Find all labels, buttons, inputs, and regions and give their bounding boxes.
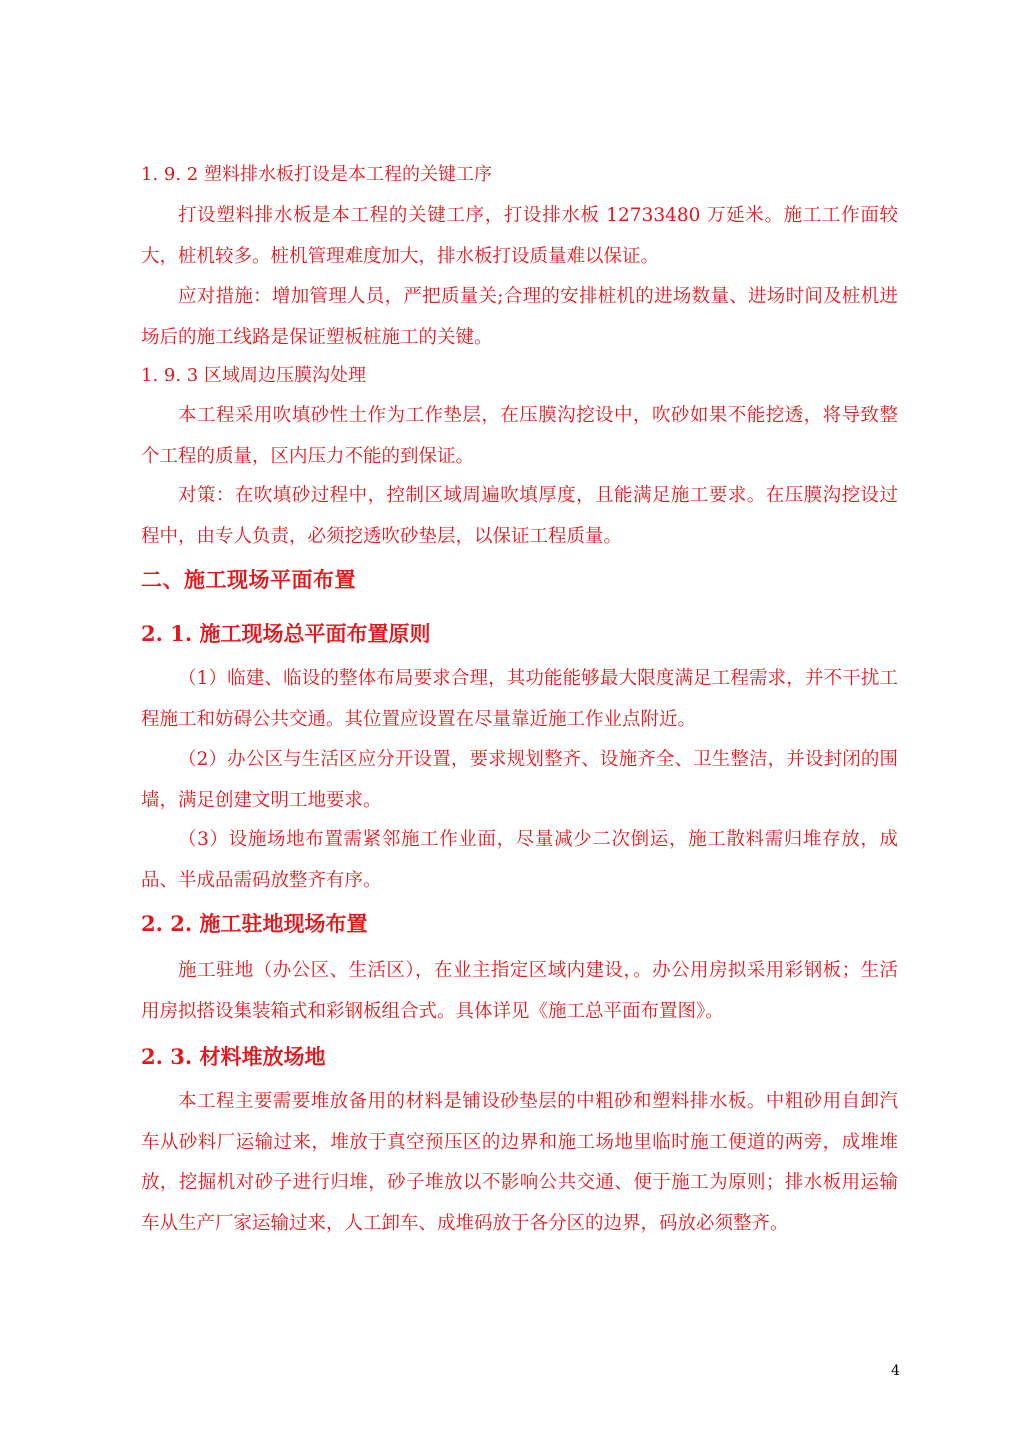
- section-heading-2-2: 2. 2. 施工驻地现场布置: [141, 911, 368, 936]
- section-heading-2-3: 2. 3. 材料堆放场地: [141, 1044, 326, 1069]
- paragraph-1-9-2-body: 打设塑料排水板是本工程的关键工序，打设排水板 12733480 万延米。施工工作面较大，桩机较多。桩机管理难度加大，排水板打设质量难以保证。: [141, 205, 898, 267]
- paragraph-2-3-body: 本工程主要需要堆放备用的材料是铺设砂垫层的中粗砂和塑料排水板。中粗砂用自卸汽车从砂料厂运输过来，堆放于真空预压区的边界和施工场地里临时施工便道的两旁，成堆堆放，挖掘机对砂子进行归堆，砂子堆放以不影响公共交通、便于施工为原则；排水板用运输车从生产厂家运输过来，人工卸车、成堆码放于各分区的边界，码放必须整齐。: [141, 1091, 898, 1234]
- list-item-2-1-1: （1）临建、临设的整体布局要求合理，其功能能够最大限度满足工程需求，并不干扰工程施工和妨碍公共交通。其位置应设置在尽量靠近施工作业点附近。: [141, 668, 898, 730]
- list-item-2-1-3: （3）设施场地布置需紧邻施工作业面，尽量减少二次倒运，施工散料需归堆存放，成品、半成品需码放整齐有序。: [141, 829, 898, 891]
- paragraph-2-2-body: 施工驻地（办公区、生活区），在业主指定区域内建设，。办公用房拟采用彩钢板；生活用房拟搭设集装箱式和彩钢板组合式。具体详见《施工总平面布置图》。: [141, 960, 898, 1022]
- list-item-2-1-2: （2）办公区与生活区应分开设置，要求规划整齐、设施齐全、卫生整洁，并设封闭的围墙，满足创建文明工地要求。: [141, 749, 898, 811]
- section-heading-2-1: 2. 1. 施工现场总平面布置原则: [141, 621, 431, 646]
- paragraph-1-9-3-body: 本工程采用吹填砂性土作为工作垫层，在压膜沟挖设中，吹砂如果不能挖透，将导致整个工程的质量，区内压力不能的到保证。: [141, 405, 898, 467]
- chapter-heading-2: 二、施工现场平面布置: [141, 567, 356, 592]
- document-page: [141, 0, 898, 1431]
- paragraph-1-9-2-measures: 应对措施：增加管理人员，严把质量关;合理的安排桩机的进场数量、进场时间及桩机进场后的施工线路是保证塑板桩施工的关键。: [141, 286, 898, 348]
- page-number: 4: [891, 1363, 900, 1379]
- section-heading-1-9-2: 1. 9. 2 塑料排水板打设是本工程的关键工序: [141, 164, 492, 185]
- paragraph-1-9-3-countermeasures: 对策：在吹填砂过程中，控制区域周遍吹填厚度，且能满足施工要求。在压膜沟挖设过程中，由专人负责，必须挖透吹砂垫层，以保证工程质量。: [141, 485, 898, 547]
- section-heading-1-9-3: 1. 9. 3 区域周边压膜沟处理: [141, 365, 366, 386]
